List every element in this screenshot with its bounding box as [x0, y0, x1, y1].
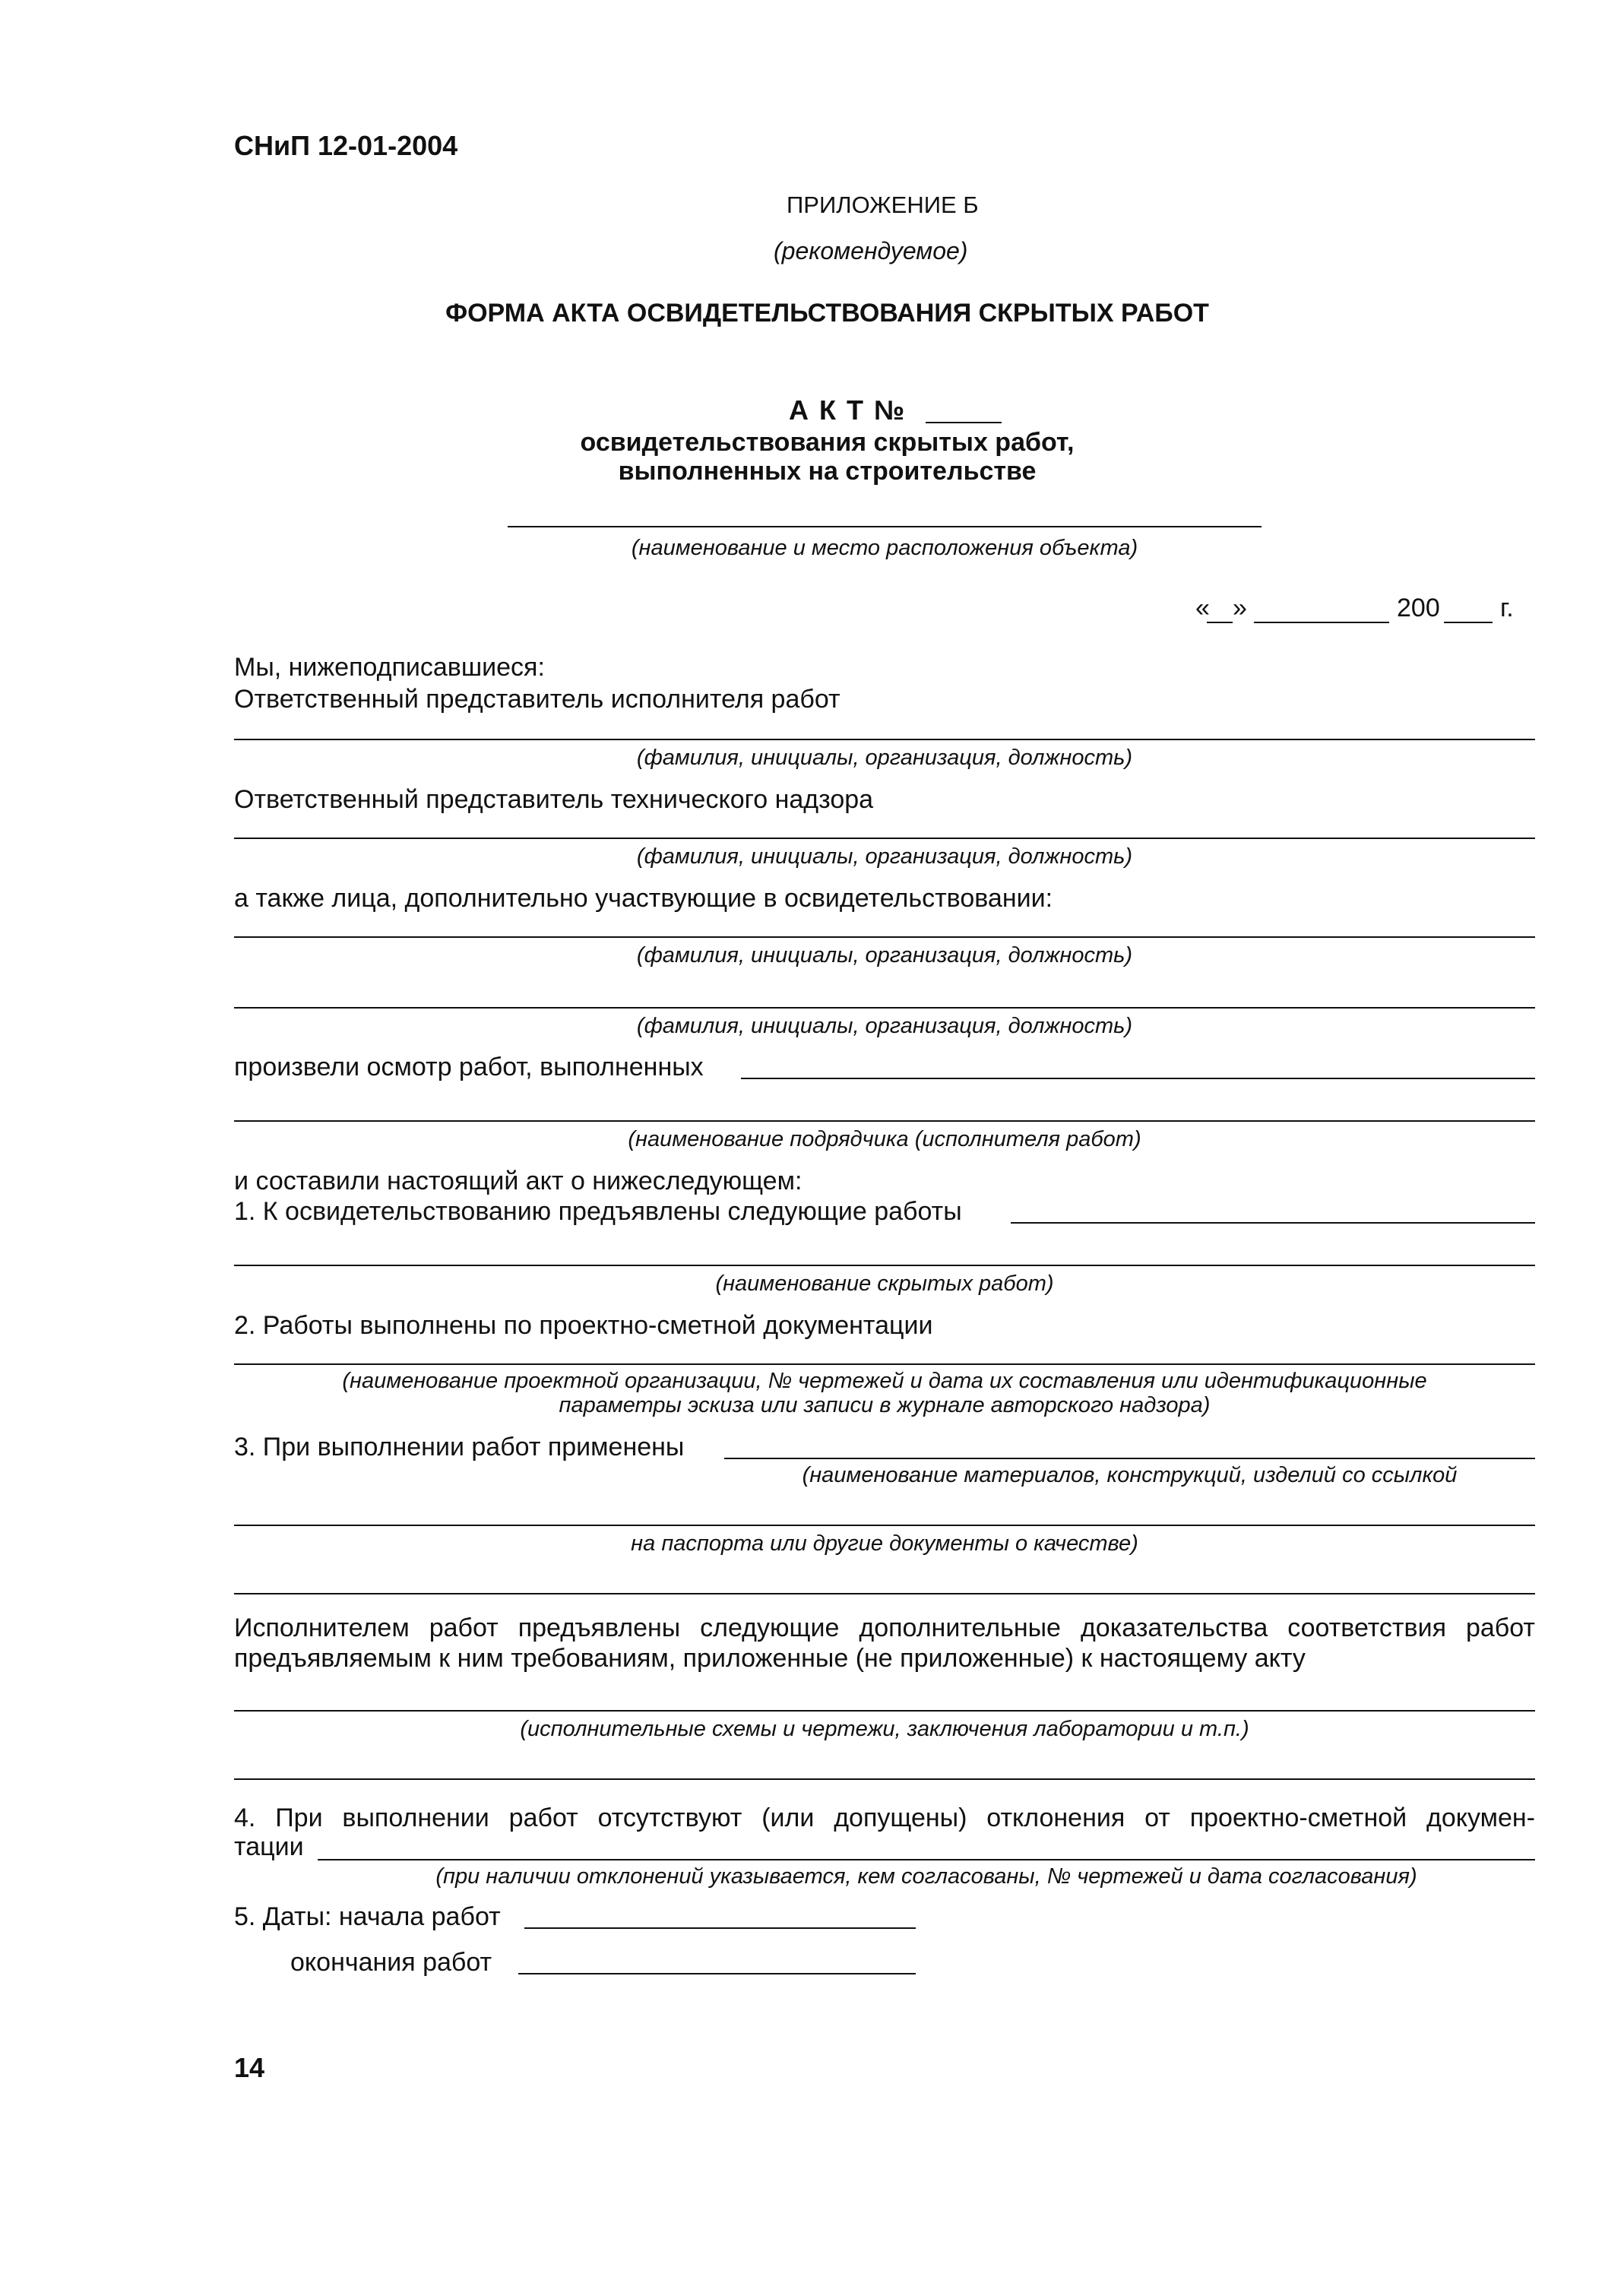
act-subtitle-1: освидетельствования скрытых работ, [580, 428, 1075, 457]
document-header: СНиП 12-01-2004 [234, 130, 458, 161]
recommended-label: (рекомендуемое) [774, 237, 968, 264]
evidence-text-2: предъявляемым к ним требованиям, приложенные (не приложенные) к настоящему акту [234, 1644, 1306, 1673]
date-day-line[interactable] [1207, 622, 1233, 623]
item-5-end-label: окончания работ [290, 1948, 492, 1977]
deviation-caption: (при наличии отклонений указывается, кем согласованы, № чертежей и дата согласования) [435, 1864, 1417, 1889]
item-2-label: 2. Работы выполнены по проектно-сметной документации [234, 1311, 933, 1340]
item-1-line[interactable] [1011, 1222, 1535, 1224]
others-line-2[interactable] [234, 1007, 1535, 1009]
hidden-works-caption: (наименование скрытых работ) [715, 1271, 1054, 1296]
person-caption: (фамилия, инициалы, организация, должность) [636, 1014, 1133, 1038]
project-caption-1: (наименование проектной организации, № чертежей и дата их составления или идентификационные [342, 1369, 1427, 1393]
contractor-caption: (наименование подрядчика (исполнителя работ) [628, 1127, 1141, 1151]
start-date-line[interactable] [524, 1927, 916, 1929]
project-line[interactable] [234, 1363, 1535, 1365]
page-number: 14 [234, 2052, 265, 2083]
date-month-line[interactable] [1254, 622, 1389, 623]
object-line[interactable] [508, 526, 1262, 527]
item-3-label: 3. При выполнении работ применены [234, 1433, 685, 1461]
rep-contractor-line[interactable] [234, 739, 1535, 740]
materials-extra-line[interactable] [234, 1593, 1535, 1594]
date-year-suffix: г. [1500, 594, 1514, 622]
others-label: а также лица, дополнительно участвующие в освидетельствовании: [234, 884, 1053, 913]
object-caption: (наименование и место расположения объекта) [631, 536, 1138, 560]
item-4-text-2: тации [234, 1832, 304, 1861]
materials-caption-1: (наименование материалов, конструкций, изделий со ссылкой [802, 1463, 1458, 1487]
evidence-extra-line[interactable] [234, 1778, 1535, 1780]
project-caption-2: параметры эскиза или записи в журнале авторского надзора) [559, 1393, 1211, 1417]
materials-caption-2: на паспорта или другие документы о качестве) [631, 1531, 1138, 1556]
rep-supervision-label: Ответственный представитель технического надзора [234, 785, 874, 814]
contractor-line[interactable] [234, 1120, 1535, 1122]
date-close-quote: » [1233, 594, 1247, 622]
appendix-label: ПРИЛОЖЕНИЕ Б [787, 192, 979, 218]
rep-supervision-line[interactable] [234, 838, 1535, 839]
person-caption: (фамилия, инициалы, организация, должность) [636, 943, 1133, 967]
item-5-start-label: 5. Даты: начала работ [234, 1902, 501, 1931]
act-title: А К Т № [789, 394, 907, 426]
compiled-text: и составили настоящий акт о нижеследующем: [234, 1167, 803, 1195]
rep-contractor-label: Ответственный представитель исполнителя работ [234, 685, 840, 714]
act-number-line[interactable] [926, 422, 1002, 423]
inspected-line[interactable] [741, 1078, 1535, 1079]
others-line-1[interactable] [234, 936, 1535, 938]
item-1-label: 1. К освидетельствованию предъявлены следующие работы [234, 1197, 962, 1226]
person-caption: (фамилия, инициалы, организация, должность) [636, 844, 1133, 869]
person-caption: (фамилия, инициалы, организация, должность) [636, 746, 1133, 770]
date-year-prefix: 200 [1397, 594, 1440, 622]
inspected-label: произвели осмотр работ, выполненных [234, 1053, 704, 1081]
item-4-text-1: 4. При выполнении работ отсутствуют (или допущены) отклонения от проектно-сметной докумен- [234, 1803, 1535, 1832]
deviation-line[interactable] [318, 1859, 1535, 1860]
date-year-line[interactable] [1444, 622, 1493, 623]
form-title: ФОРМА АКТА ОСВИДЕТЕЛЬСТВОВАНИЯ СКРЫТЫХ РАБОТ [445, 299, 1209, 328]
act-subtitle-2: выполненных на строительстве [618, 457, 1037, 486]
evidence-text-1: Исполнителем работ предъявлены следующие дополнительные доказательства соответствия работ [234, 1613, 1535, 1642]
evidence-caption: (исполнительные схемы и чертежи, заключения лаборатории и т.п.) [520, 1717, 1249, 1741]
we-signed-text: Мы, нижеподписавшиеся: [234, 653, 545, 682]
end-date-line[interactable] [518, 1973, 916, 1974]
evidence-line[interactable] [234, 1710, 1535, 1712]
date-open-quote: « [1195, 594, 1210, 622]
hidden-works-line[interactable] [234, 1265, 1535, 1266]
materials-line[interactable] [234, 1525, 1535, 1526]
item-3-line[interactable] [724, 1458, 1535, 1459]
